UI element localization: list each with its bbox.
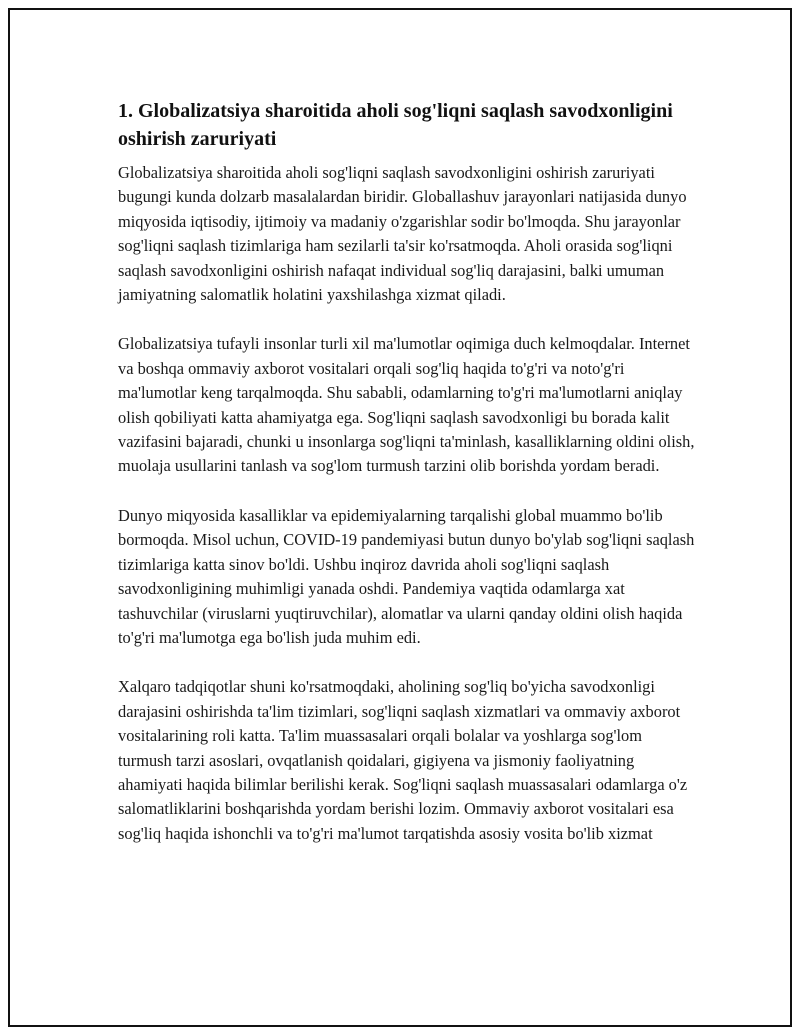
section-title: 1. Globalizatsiya sharoitida aholi sog'liqni saqlash savodxonligini oshirish zaruriyati	[118, 100, 673, 150]
document-page	[8, 8, 792, 1027]
paragraph-1: Globalizatsiya sharoitida aholi sog'liqni saqlash savodxonligini oshirish zaruriyati bugungi kunda dolzarb masalalardan biridir. Globallashuv jarayonlari natijasida dunyo miqyosida iqtisodiy, ijtimoiy va madaniy o'zgarishlar sodir bo'lmoqda. Shu jarayonlar sog'liqni saqlash tizimlariga ham sezilarli ta'sir ko'rsatmoqda. Aholi orasida sog'liqni saqlash savodxonligini oshirish nafaqat individual sog'liq darajasini, balki umuman jamiyatning salomatlik holatini yaxshilashga xizmat qiladi.	[118, 163, 687, 305]
paragraph-4: Xalqaro tadqiqotlar shuni ko'rsatmoqdaki, aholining sog'liq bo'yicha savodxonligi darajasini oshirishda ta'lim tizimlari, sog'liqni saqlash xizmatlari va ommaviy axborot vositalarining roli katta. Ta'lim muassasalari orqali bolalar va yoshlarga sog'lom turmush tarzi asoslari, ovqatlanish qoidalari, gigiyena va jismoniy faoliyatning ahamiyati haqida bilimlar berilishi kerak. Sog'liqni saqlash muassasalari odamlarga o'z salomatliklarini boshqarishda yordam berishi lozim. Ommaviy axborot vositalari esa sog'liq haqida ishonchli va to'g'ri ma'lumot tarqatishda asosiy vosita bo'lib xizmat	[118, 677, 688, 843]
paragraph-2: Globalizatsiya tufayli insonlar turli xil ma'lumotlar oqimiga duch kelmoqdalar. Internet va boshqa ommaviy axborot vositalari orqali sog'liq haqida to'g'ri va noto'g'ri ma'lumotlar keng tarqalmoqda. Shu sababli, odamlarning to'g'ri ma'lumotlarni aniqlay olish qobiliyati katta ahamiyatga ega. Sog'liqni saqlash savodxonligi bu borada kalit vazifasini bajaradi, chunki u insonlarga sog'liqni ta'minlash, kasalliklarning oldini olish, muolaja usullarini tanlash va sog'lom turmush tarzini olib borishda yordam beradi.	[118, 334, 695, 476]
document-content	[118, 97, 698, 871]
paragraph-3: Dunyo miqyosida kasalliklar va epidemiyalarning tarqalishi global muammo bo'lib bormoqda. Misol uchun, COVID-19 pandemiyasi butun dunyo bo'ylab sog'liqni saqlash tizimlariga katta sinov bo'ldi. Ushbu inqiroz davrida aholi sog'liqni saqlash savodxonligining muhimligi yanada oshdi. Pandemiya vaqtida odamlarga xat tashuvchilar (viruslarni yuqtiruvchilar), alomatlar va ularni qanday oldini olish haqida to'g'ri ma'lumotga ega bo'lish juda muhim edi.	[118, 505, 695, 647]
